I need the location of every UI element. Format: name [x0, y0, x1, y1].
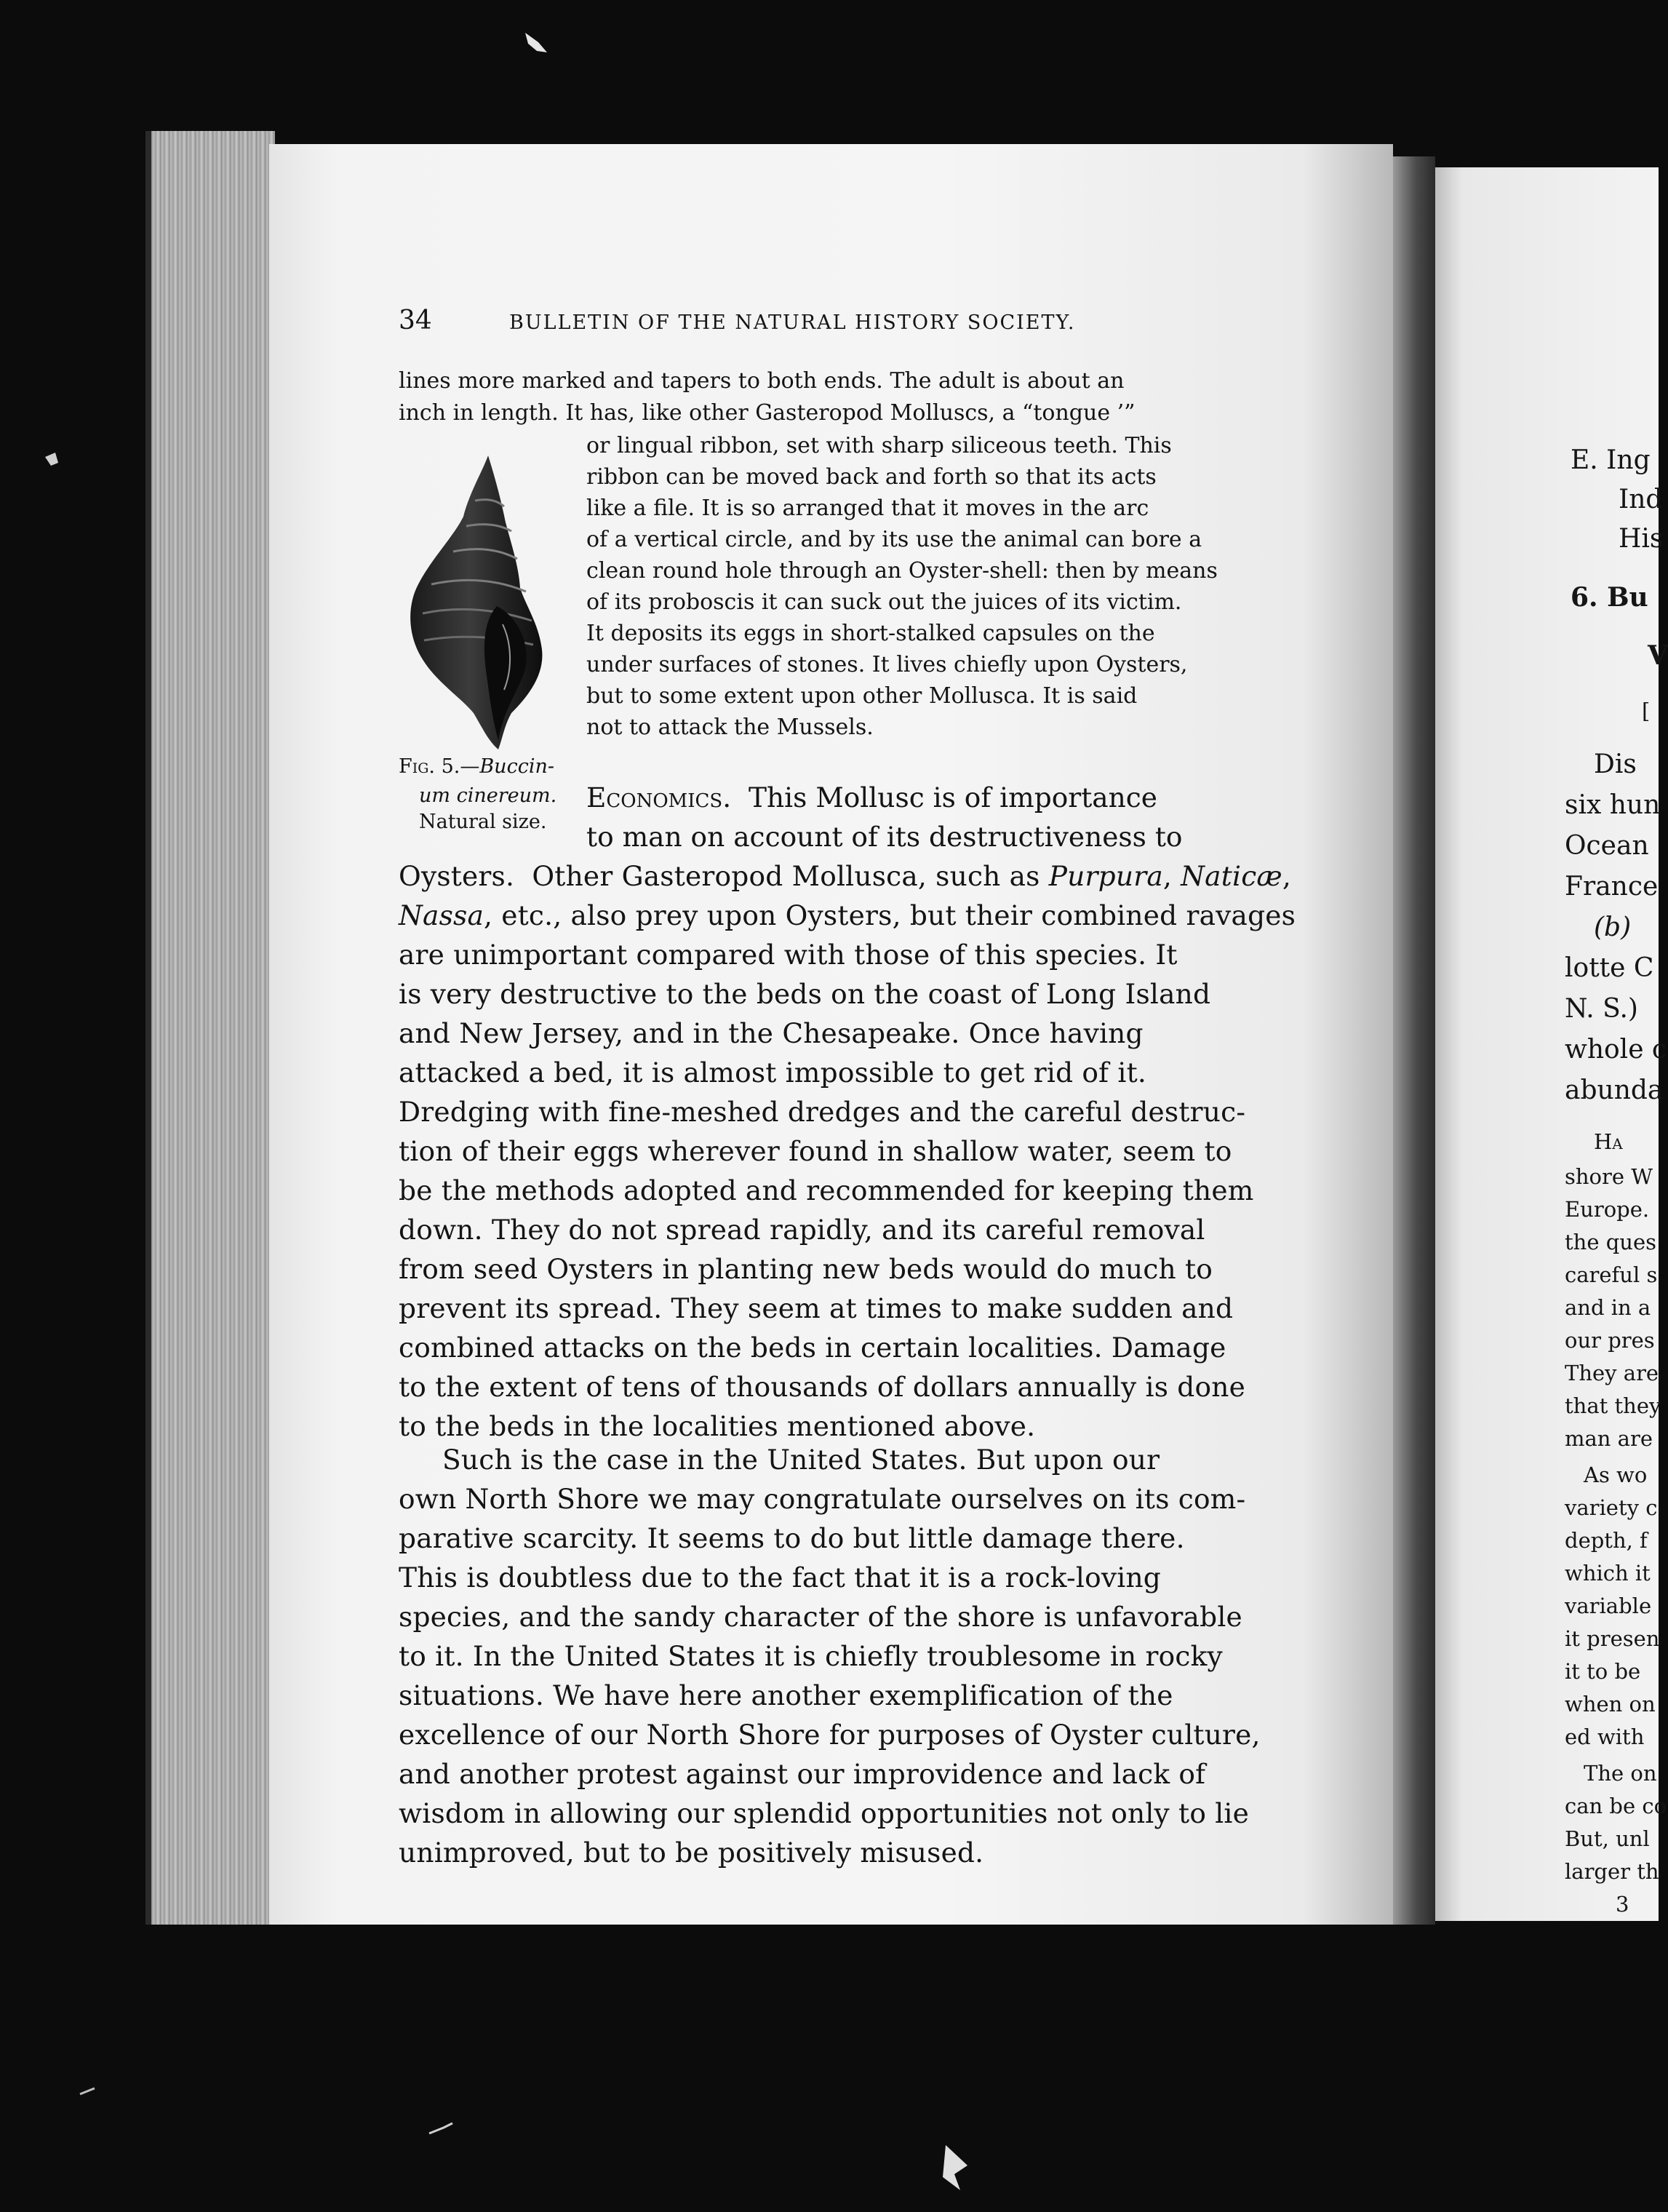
intro-wrap-line: like a file. It is so arranged that it moves in the arc [586, 496, 1149, 521]
intro-wrap-line: It deposits its eggs in short-stalked capsules on the [586, 621, 1155, 646]
closing-line: wisdom in allowing our splendid opportunities not only to lie [399, 1797, 1250, 1829]
economics-line: is very destructive to the beds on the coast of Long Island [399, 978, 1211, 1010]
right-page-fragment: it to be [1565, 1659, 1641, 1684]
intro-wrap-line: under surfaces of stones. It lives chiefly upon Oysters, [586, 652, 1188, 677]
right-page-fragment: variety c [1565, 1495, 1658, 1520]
figure-species: um cinereum. [419, 784, 557, 807]
right-page-fragment: Ha [1594, 1129, 1623, 1154]
economics-line: prevent its spread. They seem at times to make sudden and [399, 1292, 1234, 1324]
economics-line: be the methods adopted and recommended for keeping them [399, 1174, 1254, 1206]
closing-line: This is doubtless due to the fact that it is a rock-loving [399, 1561, 1162, 1594]
closing-line: unimproved, but to be positively misused. [399, 1837, 984, 1869]
right-page-fragment: shore W [1565, 1164, 1653, 1189]
right-page-signature-mark: 3 [1616, 1892, 1629, 1917]
closing-line: Such is the case in the United States. But upon our [442, 1444, 1160, 1476]
right-page-fragment: when on [1565, 1692, 1656, 1716]
economics-line: to man on account of its destructiveness to [586, 821, 1183, 853]
economics-line: Oysters. Other Gasteropod Mollusca, such as Purpura, Naticæ, [399, 860, 1291, 892]
intro-wrap-line: of its proboscis it can suck out the juices of its victim. [586, 589, 1182, 615]
right-page-fragment: that they [1565, 1393, 1661, 1418]
right-page-fragment: the ques [1565, 1230, 1656, 1254]
right-page-fragment: depth, f [1565, 1528, 1648, 1553]
intro-wrap-line: of a vertical circle, and by its use the animal can bore a [586, 527, 1202, 552]
economics-heading: Economics. [586, 781, 732, 813]
right-page-fragment: They are [1565, 1361, 1659, 1385]
economics-line: and New Jersey, and in the Chesapeake. Once having [399, 1017, 1144, 1049]
intro-wrap-line: not to attack the Mussels. [586, 715, 874, 740]
right-page-fragment: But, unl [1565, 1826, 1650, 1851]
economics-line: to the extent of tens of thousands of dollars annually is done [399, 1371, 1245, 1403]
economics-line: to the beds in the localities mentioned above. [399, 1410, 1036, 1442]
right-page-fragment: which it [1565, 1561, 1651, 1586]
intro-wrap-line: ribbon can be moved back and forth so that its acts [586, 464, 1157, 490]
right-page-fragment: our pres [1565, 1328, 1655, 1353]
right-page-fragment: France [1565, 872, 1659, 902]
economics-line: attacked a bed, it is almost impossible to get rid of it. [399, 1057, 1146, 1089]
closing-line: and another protest against our improvidence and lack of [399, 1758, 1206, 1790]
right-page-fragment: V [1648, 640, 1668, 671]
right-page-fragment: larger th [1565, 1859, 1659, 1884]
figure-species: Buccin- [479, 755, 554, 778]
right-page-fragment: whole c [1565, 1035, 1667, 1065]
economics-line: combined attacks on the beds in certain localities. Damage [399, 1332, 1226, 1364]
right-page-fragment: His [1619, 524, 1664, 554]
right-page-fragment: The on [1584, 1761, 1657, 1786]
right-page-fragment: it presen [1565, 1626, 1660, 1651]
right-page-fragment: man are [1565, 1426, 1653, 1451]
closing-line: situations. We have here another exemplification of the [399, 1679, 1173, 1711]
right-page-fragment: Ocean [1565, 831, 1649, 861]
right-page-fragment: Ind [1619, 485, 1663, 514]
figure-dash: — [460, 755, 480, 778]
right-page-fragment: As wo [1584, 1463, 1648, 1487]
page-number: 34 [399, 306, 432, 335]
economics-line: from seed Oysters in planting new beds would do much to [399, 1253, 1213, 1285]
economics-line: are unimportant compared with those of this species. It [399, 939, 1178, 971]
right-page-fragment: Dis [1594, 749, 1637, 779]
right-page-fragment: (b) [1594, 912, 1632, 942]
right-page-fragment: can be co [1565, 1794, 1667, 1818]
intro-wrap-line: but to some extent upon other Mollusca. It is said [586, 683, 1138, 709]
intro-line: inch in length. It has, like other Gasteropod Molluscs, a “tongue ’” [399, 400, 1136, 426]
right-page-fragment: variable [1565, 1594, 1652, 1618]
intro-wrap-line: clean round hole through an Oyster-shell: then by means [586, 558, 1218, 584]
economics-line: Dredging with fine-meshed dredges and the careful destruc- [399, 1096, 1246, 1128]
economics-line: Nassa, etc., also prey upon Oysters, but their combined ravages [399, 899, 1296, 931]
right-page-fragment: [ [1642, 699, 1651, 723]
right-page-fragment: 6. Bu [1571, 582, 1648, 613]
right-page-fragment: abunda [1565, 1075, 1664, 1105]
economics-line-text: This Mollusc is of importance [749, 781, 1157, 813]
right-page-fragment: and in a [1565, 1295, 1651, 1320]
right-page-fragment: N. S.) [1565, 994, 1638, 1024]
right-page-fragment: Europe. [1565, 1197, 1650, 1222]
right-page-fragment: ed with [1565, 1724, 1645, 1749]
right-page-fragment: E. Ing [1571, 445, 1651, 475]
economics-line: down. They do not spread rapidly, and its careful removal [399, 1214, 1205, 1246]
figure-label: Fig. 5. [399, 755, 460, 778]
right-page-fragment: six hun [1565, 790, 1661, 820]
closing-line: excellence of our North Shore for purposes of Oyster culture, [399, 1719, 1261, 1751]
intro-wrap-line: or lingual ribbon, set with sharp siliceous teeth. This [586, 433, 1172, 458]
figure-size-note: Natural size. [419, 811, 547, 833]
economics-line: tion of their eggs wherever found in shallow water, seem to [399, 1135, 1232, 1167]
intro-line: lines more marked and tapers to both ends. The adult is about an [399, 368, 1125, 394]
closing-line: own North Shore we may congratulate ourselves on its com- [399, 1483, 1246, 1515]
closing-line: parative scarcity. It seems to do but little damage there. [399, 1522, 1185, 1554]
closing-line: species, and the sandy character of the shore is unfavorable [399, 1601, 1242, 1633]
right-page-fragment: careful s [1565, 1262, 1658, 1287]
closing-line: to it. In the United States it is chiefly troublesome in rocky [399, 1640, 1223, 1672]
running-head: BULLETIN OF THE NATURAL HISTORY SOCIETY. [509, 311, 1076, 334]
right-page-fragment: lotte C [1565, 953, 1654, 983]
